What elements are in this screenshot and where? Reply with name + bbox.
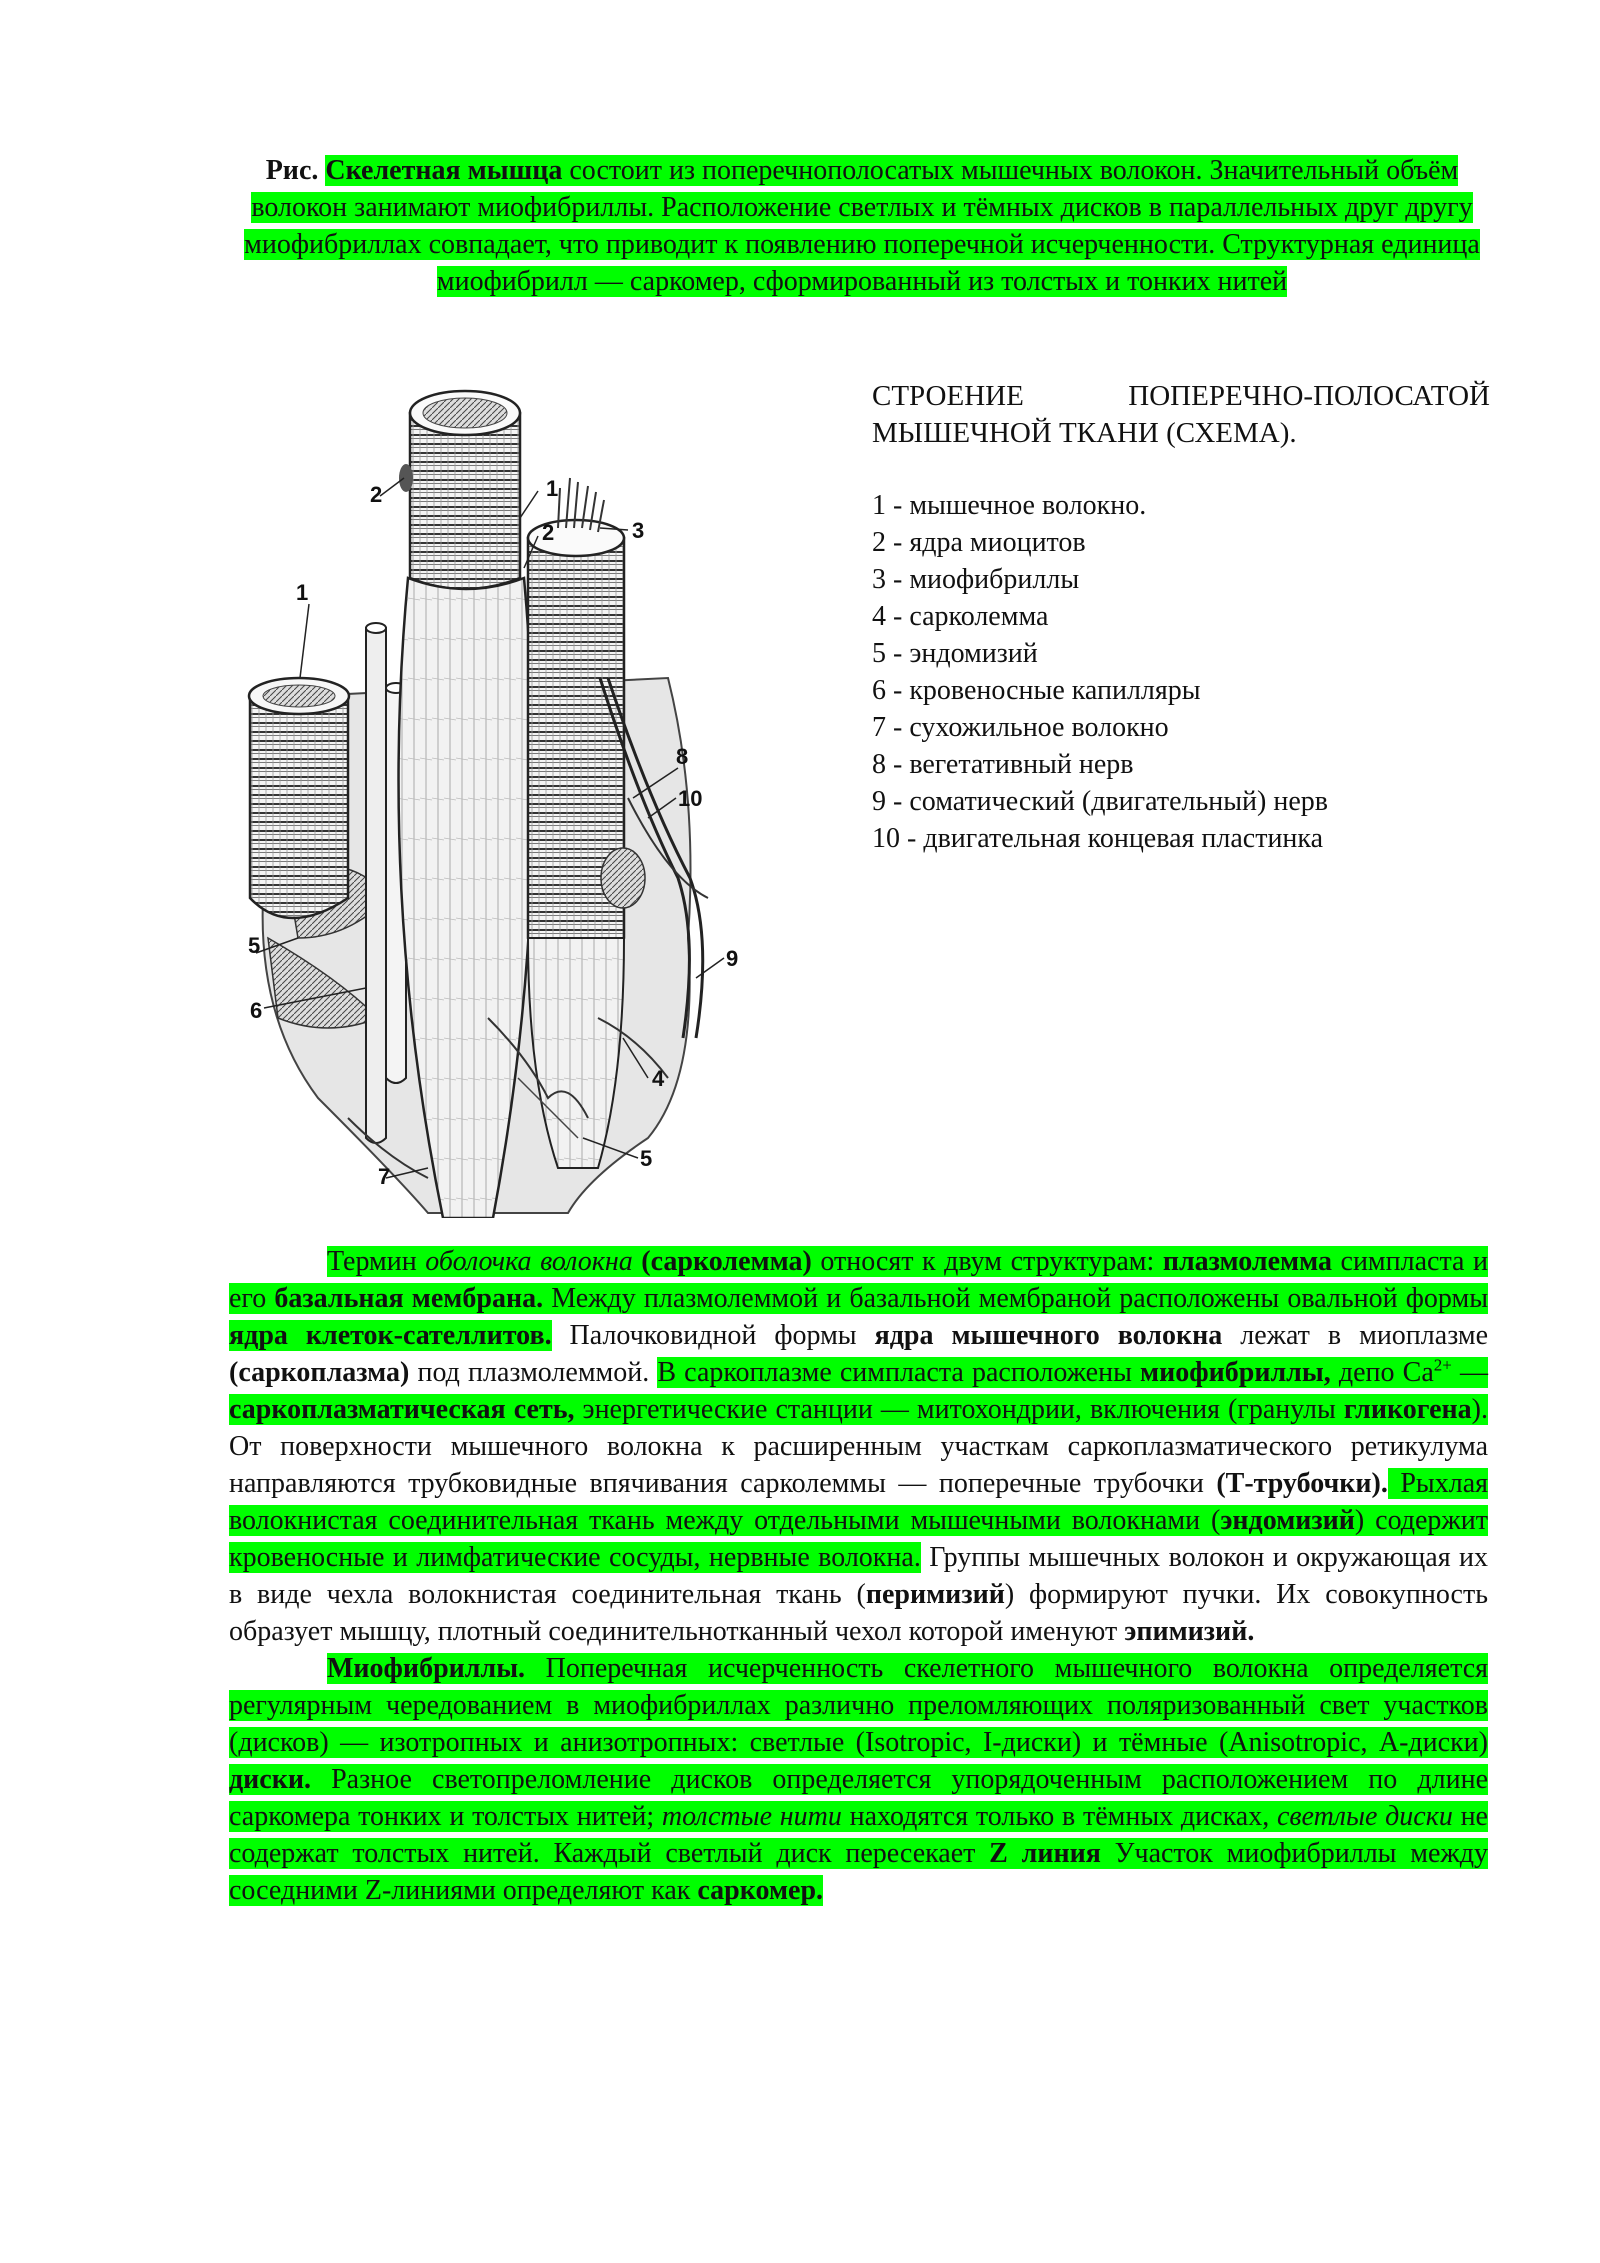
figure-label-6: 6 <box>250 998 263 1023</box>
legend-item: 2 - ядра миоцитов <box>872 527 1086 558</box>
paragraph-myofibrils <box>229 1650 1488 1909</box>
bold-term: саркоплазматическая сеть, <box>229 1394 575 1425</box>
bold-term: саркомер. <box>697 1875 824 1906</box>
bold-term: базальная мембрана. <box>274 1283 544 1314</box>
legend-item: 5 - эндомизий <box>872 638 1038 669</box>
text-run: симпласта и его <box>229 1246 1489 1314</box>
text-run: Группы мышечных волокон и окружающая их в виде чехла волокнистая соединительная ткань ( <box>229 1542 1488 1610</box>
text-run: В саркоплазме симпласта расположены <box>657 1357 1141 1388</box>
bold-term: (саркоплазма) <box>229 1357 410 1388</box>
legend-item: 10 - двигательная концевая пластинка <box>872 823 1324 854</box>
figure-title <box>872 378 1490 452</box>
bold-term: (сарколемма) <box>641 1246 812 1277</box>
figure-title-word-2: ПОПЕРЕЧНО-ПОЛОСАТОЙ <box>1128 380 1490 412</box>
bold-term: . <box>544 1320 552 1351</box>
legend-item: 3 - миофибриллы <box>872 564 1080 595</box>
text-run: — <box>1451 1357 1489 1388</box>
text-run: Поперечная исчерченность скелетного мышечного волокна определяется регулярным чередованием в миофибриллах различно преломляющих поляризованный свет участков (дисков) — изотропных и анизотропных: светлые (Isotropic, I-диски) и тёмные (Anisotropic, А-диски) <box>229 1653 1488 1758</box>
text-run: Рыхлая волокнистая соединительная ткань между отдельными мышечными волокнами ( <box>229 1468 1489 1536</box>
muscle-tissue-illustration <box>228 378 790 1218</box>
text-run: От поверхности мышечного волокна к расширенным участкам саркоплазматического ретикулума направляются трубковидные впячивания сарколеммы — поперечные трубочки <box>229 1431 1488 1499</box>
figure-legend <box>872 487 1512 857</box>
muscle-tissue-drawing <box>228 378 790 1218</box>
caption-term: Скелетная мышца <box>325 155 563 186</box>
legend-item: 6 - кровеносные капилляры <box>872 675 1201 706</box>
figure-label-5: 5 <box>640 1146 653 1171</box>
bold-term: перимизий <box>865 1579 1005 1610</box>
legend-item: 4 - сарколемма <box>872 601 1049 632</box>
highlighted-text <box>229 1653 1488 1906</box>
text-run: ) формируют пучки. Их совокупность образует мышцу, плотный соединительнотканный чехол которой именуют <box>229 1579 1488 1647</box>
italic-term: оболочка волокна <box>425 1246 633 1277</box>
bold-term: ядра клеток-сателлитов <box>229 1320 545 1351</box>
text-run: лежат в миоплазме <box>1222 1320 1489 1351</box>
text-run: Участок миофибриллы между соседними Z-линиями определяют как <box>229 1838 1488 1906</box>
text-run: энергетические станции — митохондрии, включения (гранулы <box>574 1394 1344 1425</box>
bold-term: Z линия <box>989 1838 1101 1869</box>
text-run: относят к двум структурам: <box>811 1246 1163 1277</box>
figure-label-7: 7 <box>378 1164 391 1189</box>
bold-term: Миофибриллы. <box>327 1653 526 1684</box>
figure-label-8: 8 <box>676 744 689 769</box>
text-run: Термин <box>327 1246 426 1277</box>
italic-term: толстые нити <box>661 1801 842 1832</box>
legend-item: 8 - вегетативный нерв <box>872 749 1134 780</box>
caption-lead: Рис. <box>265 155 319 186</box>
legend-item: 7 - сухожильное волокно <box>872 712 1169 743</box>
text-run <box>633 1246 642 1277</box>
text-run: ). <box>1471 1394 1488 1425</box>
figure-caption <box>232 152 1492 300</box>
bold-term: эпимизий. <box>1124 1616 1255 1647</box>
caption-text: состоит из поперечнополосатых мышечных волокон. Значительный объём волокон занимают миофибриллы. Расположение светлых и тёмных дисков в параллельных друг другу миофибриллах совпадает, что приводит к появлению поперечной исчерченности. Структурная единица миофибрилл — саркомер, сформированный из толстых и тонких нитей <box>244 155 1480 297</box>
figure-label-2: 2 <box>370 482 383 507</box>
figure-label-10: 10 <box>678 786 703 811</box>
text-run: Между плазмолеммой и базальной мембраной расположены овальной формы <box>543 1283 1489 1314</box>
text-run: под плазмолеммой. <box>409 1357 658 1388</box>
superscript: 2+ <box>1433 1355 1452 1375</box>
bold-term: эндомизий <box>1220 1505 1355 1536</box>
bold-term: плазмолемма <box>1162 1246 1332 1277</box>
figure-label-5b: 5 <box>248 933 261 958</box>
text-run: находятся только в тёмных дисках, <box>841 1801 1277 1832</box>
figure-label-9: 9 <box>726 946 739 971</box>
bold-term: миофибриллы, <box>1140 1357 1331 1388</box>
text-run: Палочковидной формы <box>551 1320 875 1351</box>
figure-label-4: 4 <box>652 1066 665 1091</box>
text-run: Разное светопреломление дисков определяется упорядоченным расположением по длине саркомера тонких и толстых нитей; <box>229 1764 1488 1832</box>
legend-item: 1 - мышечное волокно. <box>872 490 1147 521</box>
figure-label-2b: 2 <box>542 520 555 545</box>
bold-term: гликогена <box>1343 1394 1472 1425</box>
figure-title-line-2: МЫШЕЧНОЙ ТКАНИ (СХЕМА). <box>872 417 1297 449</box>
figure-title-word-1: СТРОЕНИЕ <box>872 380 1024 412</box>
text-run: ) содержит кровеносные и лимфатические сосуды, нервные волокна. <box>229 1505 1488 1573</box>
text-run: депо Ca <box>1330 1357 1434 1388</box>
figure-label-1: 1 <box>296 580 309 605</box>
figure-label-1b: 1 <box>546 476 559 501</box>
text-run: не содержат толстых нитей. Каждый светлый диск пересекает <box>229 1801 1488 1869</box>
legend-item: 9 - соматический (двигательный) нерв <box>872 786 1328 817</box>
figure-label-3: 3 <box>632 518 645 543</box>
caption-highlight <box>244 155 1480 297</box>
bold-term: (Т-трубочки). <box>1216 1468 1388 1499</box>
italic-term: светлые диски <box>1276 1801 1453 1832</box>
paragraph-sarcolemma <box>229 1243 1488 1650</box>
body-text <box>229 1243 1488 1909</box>
bold-term: диски. <box>229 1764 311 1795</box>
bold-term: ядра мышечного волокна <box>874 1320 1223 1351</box>
